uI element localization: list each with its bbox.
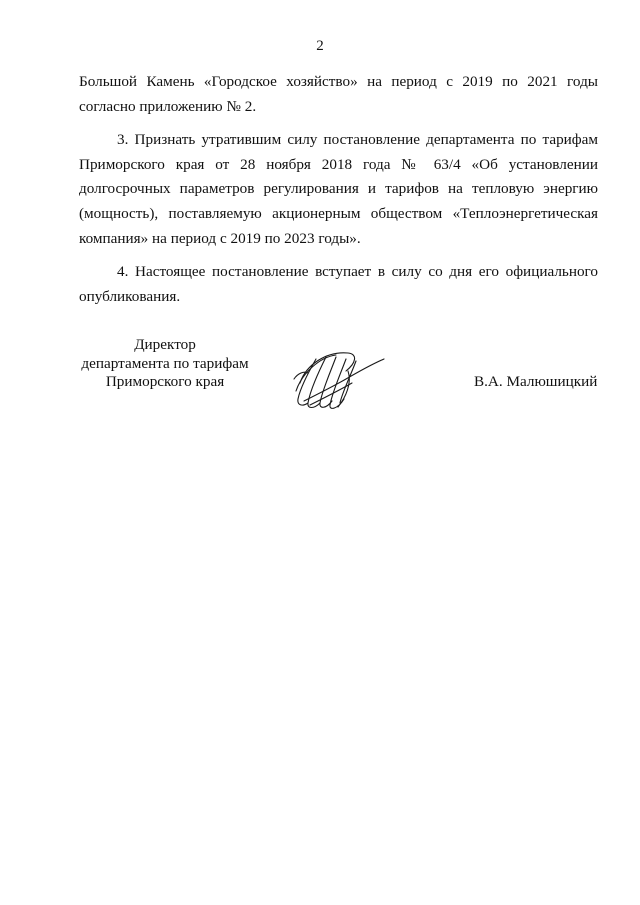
text-line: опубликования. (79, 287, 181, 305)
text-line: (мощность), поставляемую акционерным обществом «Теплоэнергетическая (79, 204, 598, 222)
text-line: компания» на период с 2019 по 2023 годы». (79, 229, 361, 247)
signatory-title-line: Директор (134, 336, 196, 353)
text-line: долгосрочных параметров регулирования и тарифов на тепловую энергию (79, 180, 598, 198)
document-body (79, 70, 598, 318)
signatory-name: В.А. Малюшицкий (474, 373, 598, 390)
text-line: Большой Камень «Городское хозяйство» на период с 2019 по 2021 годы (79, 73, 598, 90)
paragraph-item-4 (79, 260, 598, 309)
page-number: 2 (316, 38, 324, 54)
handwritten-signature-icon (286, 343, 390, 415)
paragraph-continuation (79, 70, 598, 119)
text-line: согласно приложению № 2. (79, 97, 257, 115)
text-line: Приморского края от 28 ноября 2018 года № 63/4 «Об установлении (79, 155, 598, 173)
signatory-title (70, 336, 260, 392)
signatory-title-line: департамента по тарифам (81, 354, 249, 372)
text-line: 3. Признать утратившим силу постановление департамента по тарифам (117, 131, 598, 149)
paragraph-item-3 (79, 128, 598, 251)
text-line: 4. Настоящее постановление вступает в силу со дня его официального (117, 263, 598, 281)
signatory-title-line: Приморского края (105, 373, 225, 390)
